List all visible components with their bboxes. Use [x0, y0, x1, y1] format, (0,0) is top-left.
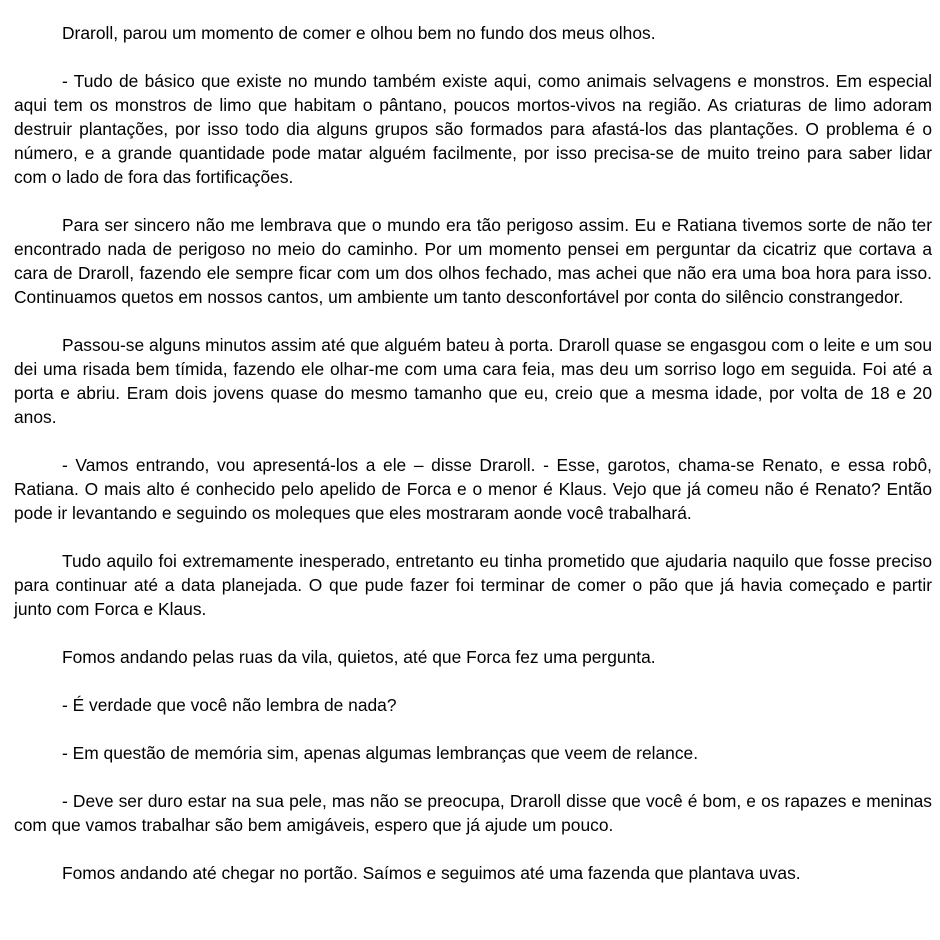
paragraph: Para ser sincero não me lembrava que o mundo era tão perigoso assim. Eu e Ratiana tivemos sorte de não ter encontrado nada de perigoso no meio do caminho. Por um momento pensei em perguntar da cicatriz que cortava a cara de Draroll, fazendo ele sempre ficar com um dos olhos fechado, mas achei que não era uma boa hora para isso. Continuamos quetos em nossos cantos, um ambiente um tanto desconfortável por conta do silêncio constrangedor.: [14, 215, 932, 307]
paragraph: Passou-se alguns minutos assim até que alguém bateu à porta. Draroll quase se engasgou com o leite e um sou dei uma risada bem tímida, fazendo ele olhar-me com uma cara feia, mas deu um sorriso logo em seguida. Foi até a porta e abriu. Eram dois jovens quase do mesmo tamanho que eu, creio que a mesma idade, por volta de 18 e 20 anos.: [14, 335, 932, 427]
paragraph: Fomos andando até chegar no portão. Saímos e seguimos até uma fazenda que plantava uvas.: [62, 863, 801, 883]
paragraph: - É verdade que você não lembra de nada?: [62, 695, 397, 715]
paragraph: Tudo aquilo foi extremamente inesperado, entretanto eu tinha prometido que ajudaria naquilo que fosse preciso para continuar até a data planejada. O que pude fazer foi terminar de comer o pão que já havia começado e partir junto com Forca e Klaus.: [14, 551, 932, 619]
paragraph: - Deve ser duro estar na sua pele, mas não se preocupa, Draroll disse que você é bom, e os rapazes e meninas com que vamos trabalhar são bem amigáveis, espero que já ajude um pouco.: [14, 791, 932, 835]
paragraph: Fomos andando pelas ruas da vila, quietos, até que Forca fez uma pergunta.: [62, 647, 656, 667]
paragraph: - Tudo de básico que existe no mundo também existe aqui, como animais selvagens e monstros. Em especial aqui tem os monstros de limo que habitam o pântano, poucos mortos-vivos na região. As criaturas de limo adoram destruir plantações, por isso todo dia alguns grupos são formados para afastá-los das plantações. O problema é o número, e a grande quantidade pode matar alguém facilmente, por isso precisa-se de muito treino para saber lidar com o lado de fora das fortificações.: [14, 71, 932, 187]
paragraph: Draroll, parou um momento de comer e olhou bem no fundo dos meus olhos.: [62, 23, 656, 43]
paragraph: - Em questão de memória sim, apenas algumas lembranças que veem de relance.: [62, 743, 699, 763]
paragraph: - Vamos entrando, vou apresentá-los a ele – disse Draroll. - Esse, garotos, chama-se Renato, e essa robô, Ratiana. O mais alto é conhecido pelo apelido de Forca e o menor é Klaus. Vejo que já comeu não é Renato? Então pode ir levantando e seguindo os moleques que eles mostraram aonde você trabalhará.: [14, 455, 932, 523]
